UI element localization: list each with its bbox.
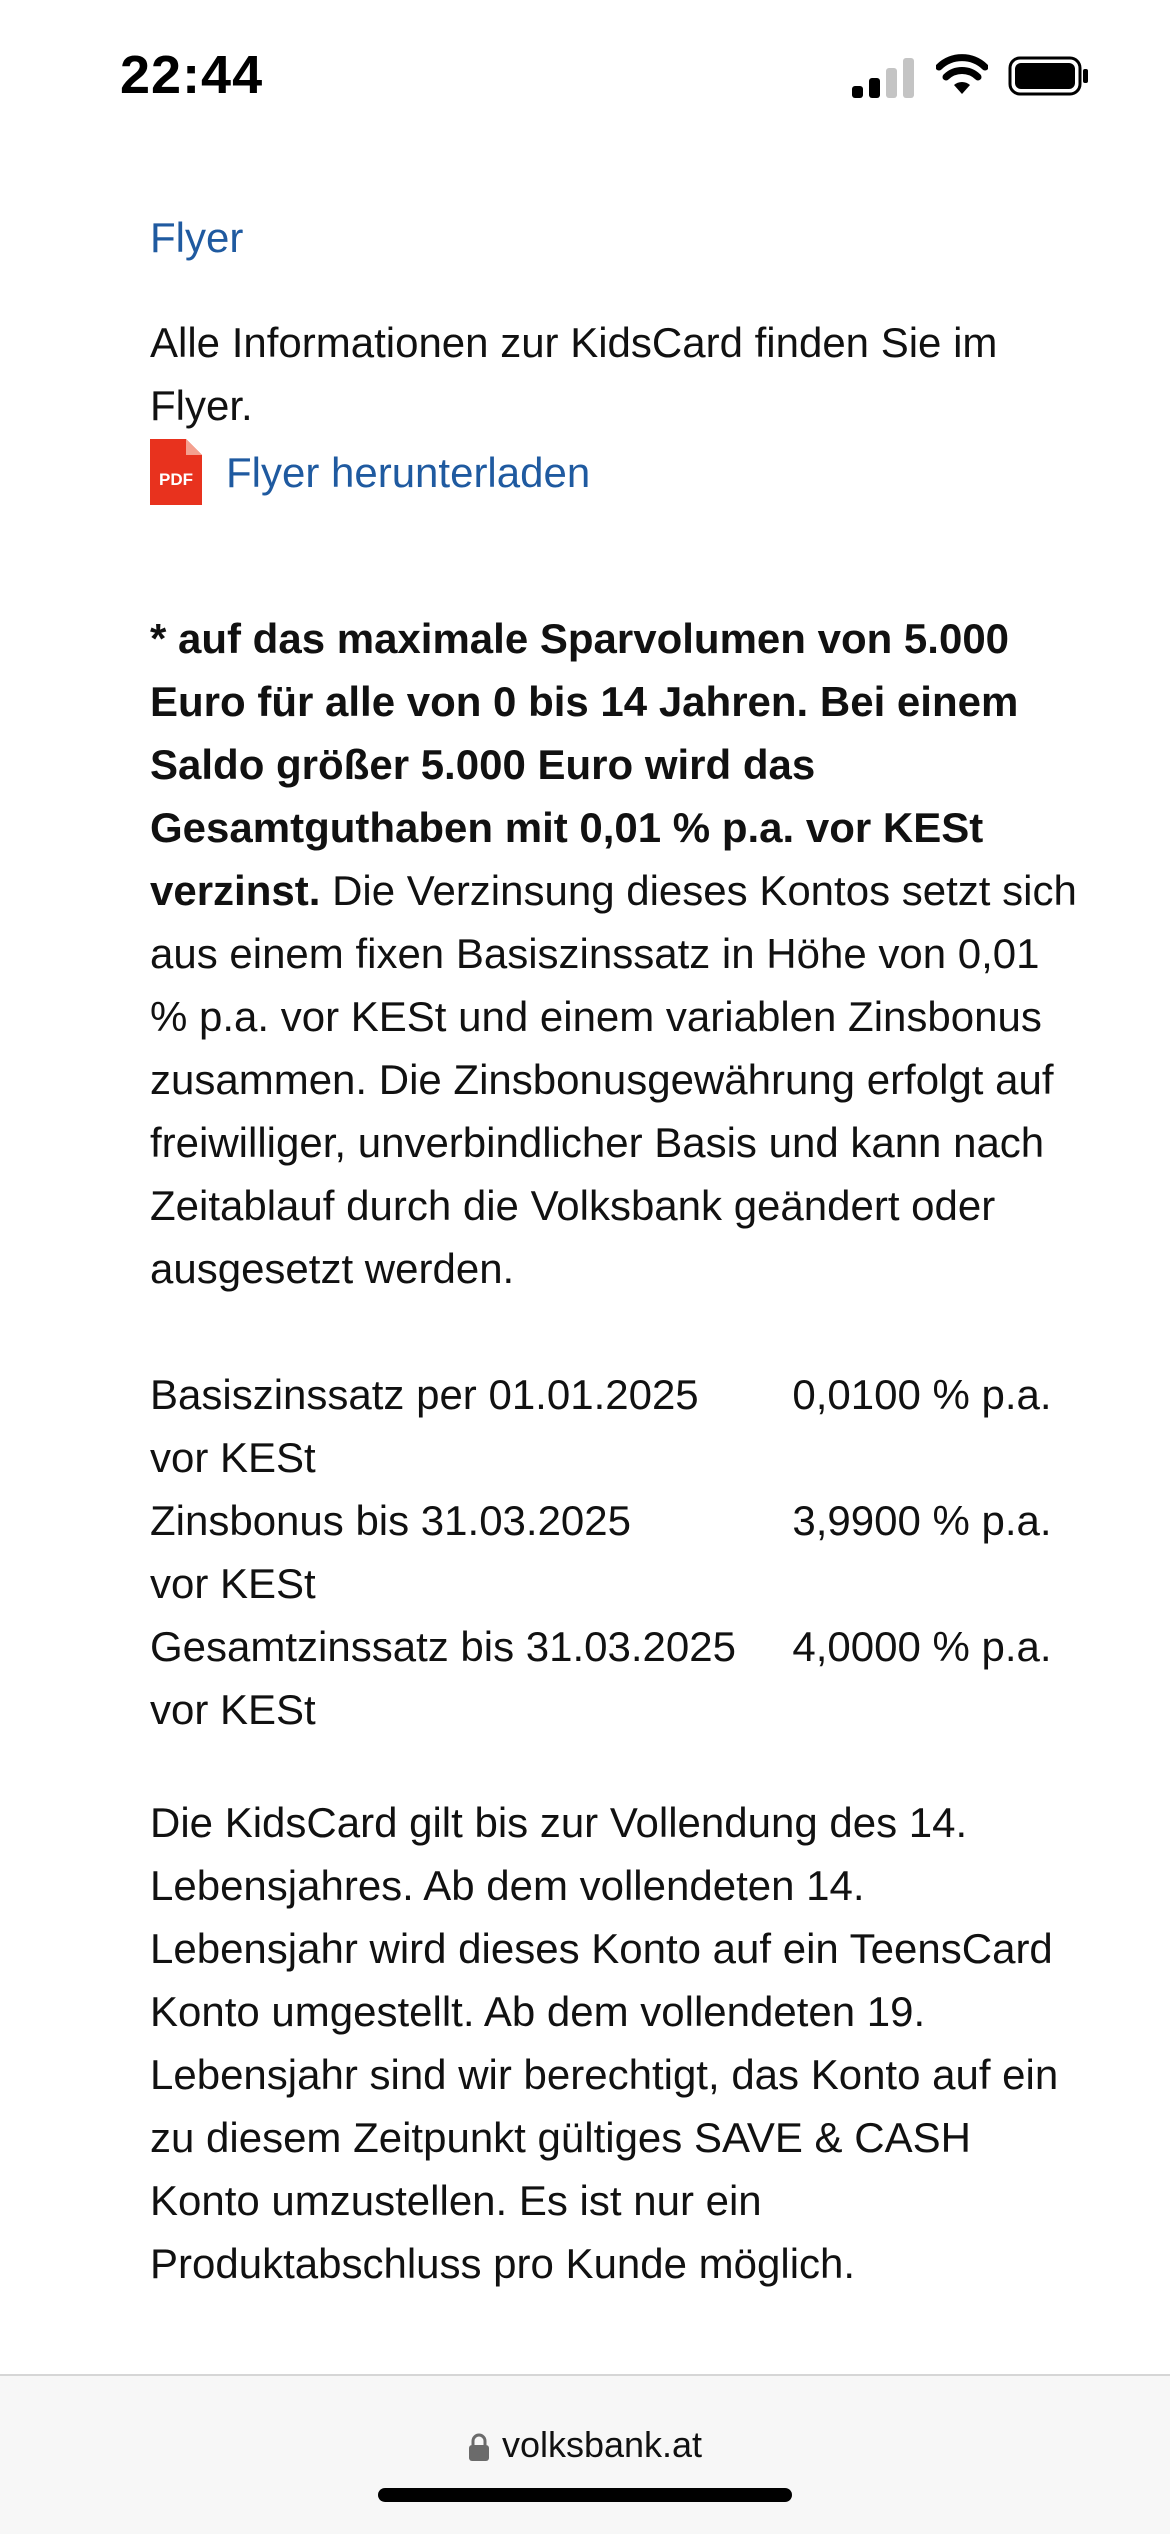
footnote-bold: * auf das maximale Sparvolumen von 5.000 Euro für alle von 0 bis 14 Jahren. Bei einem Saldo größer 5.000 Euro wird das Gesamtguthaben mit 0,01 % p.a. vor KESt verzinst. xyxy=(150,615,1019,914)
rate-label: Zinsbonus bis 31.03.2025 xyxy=(150,1497,632,1544)
rate-row xyxy=(150,1363,1080,1489)
battery-icon xyxy=(1008,56,1090,96)
rate-label: Basiszinssatz per 01.01.2025 xyxy=(150,1371,699,1418)
browser-bottom-bar xyxy=(0,2374,1170,2534)
rate-row xyxy=(150,1489,1080,1615)
lock-icon xyxy=(468,2433,490,2461)
rate-tax-note: vor KESt xyxy=(150,1686,316,1733)
flyer-download-label[interactable]: Flyer herunterladen xyxy=(226,448,591,496)
rate-value: 4,0000 % p.a. xyxy=(792,1623,1052,1670)
pdf-icon xyxy=(150,439,202,505)
status-time: 22:44 xyxy=(120,45,264,105)
rate-value: 3,9900 % p.a. xyxy=(792,1497,1052,1544)
status-bar xyxy=(0,0,1170,150)
interest-rates-table xyxy=(150,1363,1080,1741)
rate-value: 0,0100 % p.a. xyxy=(792,1371,1052,1418)
home-indicator[interactable] xyxy=(378,2488,792,2502)
kidscard-terms: Die KidsCard gilt bis zur Vollendung des 14. Lebensjahres. Ab dem vollendeten 14. Lebensjahr wird dieses Konto auf ein TeensCard Konto umgestellt. Ab dem vollendeten 19. Lebensjahr sind wir berechtigt, das Konto auf ein zu diesem Zeitpunkt gültiges SAVE & CASH Konto umzustellen. Es ist nur ein Produktabschluss pro Kunde möglich. xyxy=(150,1799,1059,2287)
rate-label: Gesamtzinssatz bis 31.03.2025 xyxy=(150,1623,736,1670)
rate-row xyxy=(150,1615,1080,1741)
url-text[interactable]: volksbank.at xyxy=(501,2424,703,2465)
footnote-text: Die Verzinsung dieses Kontos setzt sich aus einem fixen Basiszinssatz in Höhe von 0,01 % p.a. vor KESt und einem variablen Zinsbonus zusammen. Die Zinsbonusgewährung erfolgt auf freiwilliger, unverbindlicher Basis und kann nach Zeitablauf durch die Volksbank geändert oder ausgesetzt werden. xyxy=(150,867,1077,1292)
rate-tax-note: vor KESt xyxy=(150,1434,316,1481)
interest-footnote xyxy=(150,607,1080,1300)
flyer-section-title: Flyer xyxy=(150,214,244,261)
rate-tax-note: vor KESt xyxy=(150,1560,316,1607)
pdf-icon-label: PDF xyxy=(159,470,193,489)
page-content xyxy=(150,206,1080,2295)
flyer-download-link[interactable] xyxy=(150,437,1080,507)
cellular-signal-icon xyxy=(852,58,914,98)
wifi-icon xyxy=(936,52,988,96)
flyer-description: Alle Informationen zur KidsCard finden Sie im Flyer. xyxy=(150,319,998,429)
address-bar[interactable] xyxy=(0,2424,1170,2466)
